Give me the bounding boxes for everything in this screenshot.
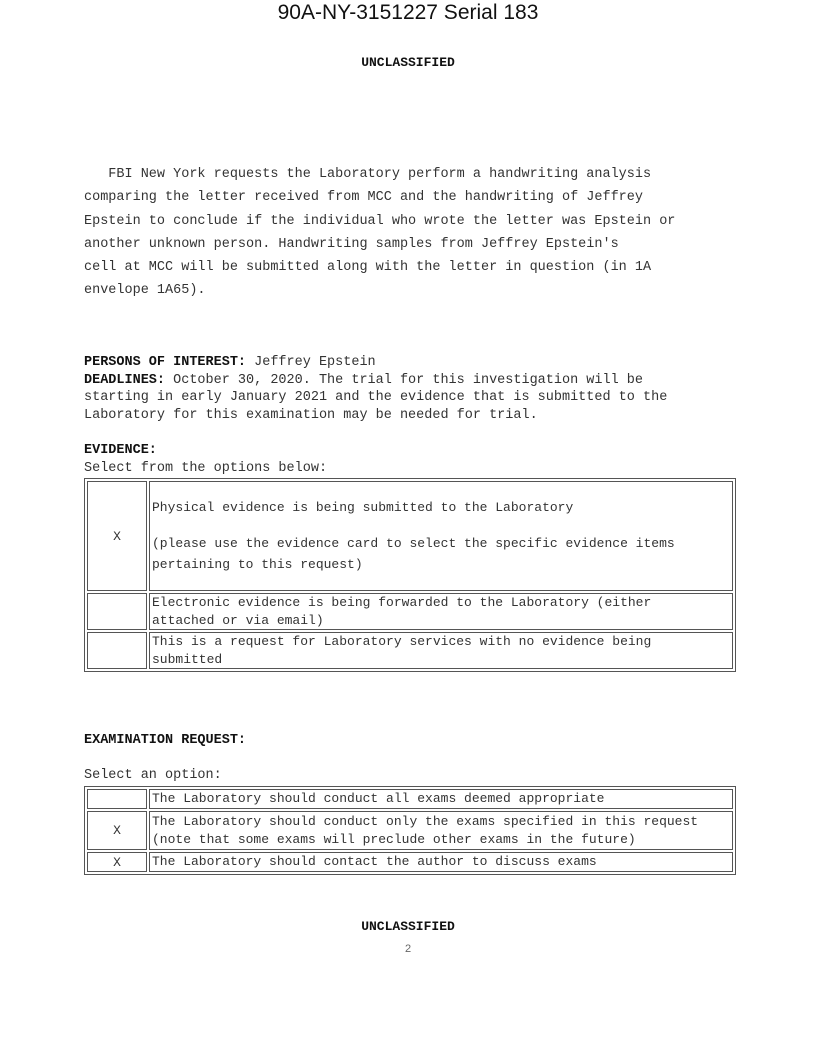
option-line: (note that some exams will preclude other exams in the future) bbox=[152, 831, 636, 847]
option-line: Electronic evidence is being forwarded to the Laboratory (either bbox=[152, 595, 652, 610]
paragraph-line: Epstein to conclude if the individual who wrote the letter was Epstein or bbox=[84, 213, 676, 229]
examination-options-table bbox=[84, 786, 736, 875]
case-details-block bbox=[84, 354, 744, 424]
exam-option-row bbox=[87, 852, 733, 872]
paragraph-line: another unknown person. Handwriting samples from Jeffrey Epstein's bbox=[84, 236, 619, 252]
examination-heading-text: EXAMINATION REQUEST: bbox=[84, 733, 247, 748]
evidence-option-text bbox=[149, 593, 733, 630]
exam-option-row bbox=[87, 789, 733, 809]
evidence-option-checkbox[interactable] bbox=[87, 593, 147, 630]
paragraph-line: FBI New York requests the Laboratory perform a handwriting analysis bbox=[84, 167, 652, 182]
deadlines-text: starting in early January 2021 and the evidence that is submitted to the bbox=[84, 390, 668, 405]
option-line: The Laboratory should conduct all exams deemed appropriate bbox=[152, 791, 605, 807]
option-line: Physical evidence is being submitted to the Laboratory bbox=[152, 500, 574, 515]
paragraph-line: comparing the letter received from MCC and the handwriting of Jeffrey bbox=[84, 190, 643, 206]
evidence-option-row bbox=[87, 481, 733, 591]
exam-option-row bbox=[87, 811, 733, 850]
classification-top: UNCLASSIFIED bbox=[361, 55, 455, 70]
evidence-instruction: Select from the options below: bbox=[84, 461, 328, 476]
evidence-option-row bbox=[87, 632, 733, 669]
option-line: pertaining to this request) bbox=[152, 557, 363, 572]
option-line: (please use the evidence card to select the specific evidence items bbox=[152, 536, 675, 551]
evidence-option-row bbox=[87, 593, 733, 630]
evidence-heading-text: EVIDENCE: bbox=[84, 443, 157, 458]
persons-of-interest-value: Jeffrey Epstein bbox=[246, 355, 376, 370]
persons-of-interest-label: PERSONS OF INTEREST: bbox=[84, 355, 247, 370]
deadlines-text: October 30, 2020. The trial for this investigation will be bbox=[165, 372, 643, 388]
exam-option-text bbox=[149, 789, 733, 809]
evidence-option-checkbox[interactable] bbox=[87, 632, 147, 669]
exam-option-checkbox[interactable]: X bbox=[87, 852, 147, 872]
evidence-option-text bbox=[149, 481, 733, 591]
paragraph-line: cell at MCC will be submitted along with the letter in question (in 1A bbox=[84, 260, 652, 276]
examination-instruction: Select an option: bbox=[84, 768, 222, 783]
evidence-option-text bbox=[149, 632, 733, 669]
option-line: The Laboratory should conduct only the exams specified in this request bbox=[152, 814, 699, 829]
classification-bottom: UNCLASSIFIED bbox=[361, 919, 455, 934]
evidence-option-checkbox[interactable]: X bbox=[87, 481, 147, 591]
paragraph-line: envelope 1A65). bbox=[84, 283, 206, 299]
exam-option-text bbox=[149, 852, 733, 872]
exam-option-checkbox[interactable]: X bbox=[87, 811, 147, 850]
option-line: submitted bbox=[152, 651, 223, 667]
request-paragraph bbox=[84, 163, 744, 303]
document-serial-header: 90A-NY-3151227 Serial 183 bbox=[277, 1, 539, 24]
examination-heading bbox=[84, 733, 246, 748]
evidence-options-table bbox=[84, 478, 736, 672]
option-line: This is a request for Laboratory services with no evidence being bbox=[152, 634, 652, 649]
exam-option-checkbox[interactable] bbox=[87, 789, 147, 809]
deadlines-label: DEADLINES: bbox=[84, 372, 166, 388]
deadlines-text: Laboratory for this examination may be needed for trial. bbox=[84, 407, 538, 423]
page-number: 2 bbox=[404, 943, 412, 955]
evidence-heading bbox=[84, 443, 157, 458]
exam-option-text bbox=[149, 811, 733, 850]
option-line: The Laboratory should contact the author to discuss exams bbox=[152, 854, 597, 870]
option-line: attached or via email) bbox=[152, 612, 324, 628]
